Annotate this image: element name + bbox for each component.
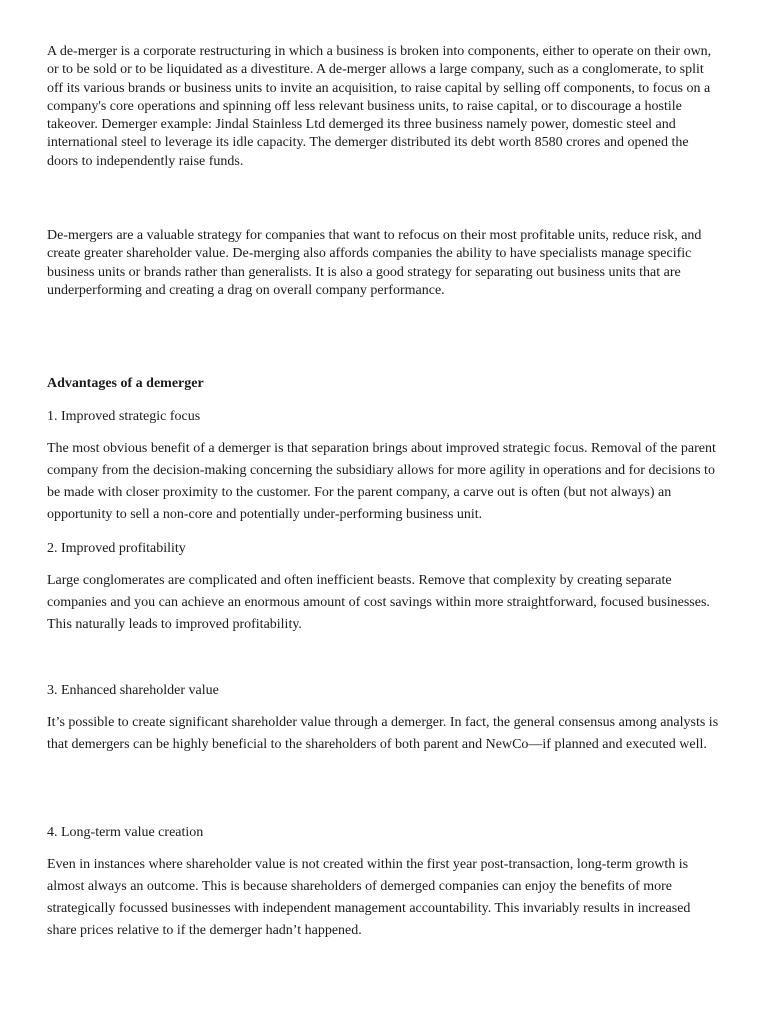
advantage-1-title: 1. Improved strategic focus	[47, 409, 201, 424]
advantage-2-body: Large conglomerates are complicated and often inefficient beasts. Remove that complexity by creating separate companies and you can achieve an enormous amount of cost savings within more straightforward, focused businesses. This naturally leads to improved profitability.	[47, 573, 710, 632]
advantage-1-body: The most obvious benefit of a demerger is that separation brings about improved strategic focus. Removal of the parent company from the decision-making concerning the subsidiary allows for more agility in operations and for decisions to be made with closer proximity to the customer. For the parent company, a carve out is often (but not always) an opportunity to sell a non-core and potentially under-performing business unit.	[47, 441, 716, 522]
advantage-3-body: It’s possible to create significant shareholder value through a demerger. In fact, the general consensus among analysts is that demergers can be highly beneficial to the shareholders of both parent and NewCo—if planned and executed well.	[47, 715, 719, 752]
advantage-2-title: 2. Improved profitability	[47, 541, 186, 556]
advantages-heading: Advantages of a demerger	[47, 376, 204, 391]
intro-paragraph-demerger-strategy: De-mergers are a valuable strategy for companies that want to refocus on their most profitable units, reduce risk, and create greater shareholder value. De-merging also affords companies the ability to have specialists manage specific business units or brands rather than generalists. It is also a good strategy for separating out business units that are underperforming and creating a drag on overall company performance.	[47, 228, 702, 298]
advantage-3-title: 3. Enhanced shareholder value	[47, 683, 219, 698]
advantage-4-title: 4. Long-term value creation	[47, 825, 204, 840]
intro-paragraph-demerger-definition: A de-merger is a corporate restructuring in which a business is broken into components, either to operate on their own, or to be sold or to be liquidated as a divestiture. A de-merger allows a large company, such as a conglomerate, to split off its various brands or business units to invite an acquisition, to raise capital by selling off components, to focus on a company's core operations and spinning off less relevant business units, to raise capital, or to discourage a hostile takeover. Demerger example: Jindal Stainless Ltd demerged its three business namely power, domestic steel and international steel to leverage its idle capacity. The demerger distributed its debt worth 8580 crores and opened the doors to independently raise funds.	[47, 44, 712, 169]
advantage-4-body: Even in instances where shareholder value is not created within the first year post-transaction, long-term growth is almost always an outcome. This is because shareholders of demerged companies can enjoy the benefits of more strategically focussed businesses with independent management accountability. This invariably results in increased share prices relative to if the demerger hadn’t happened.	[47, 857, 691, 938]
